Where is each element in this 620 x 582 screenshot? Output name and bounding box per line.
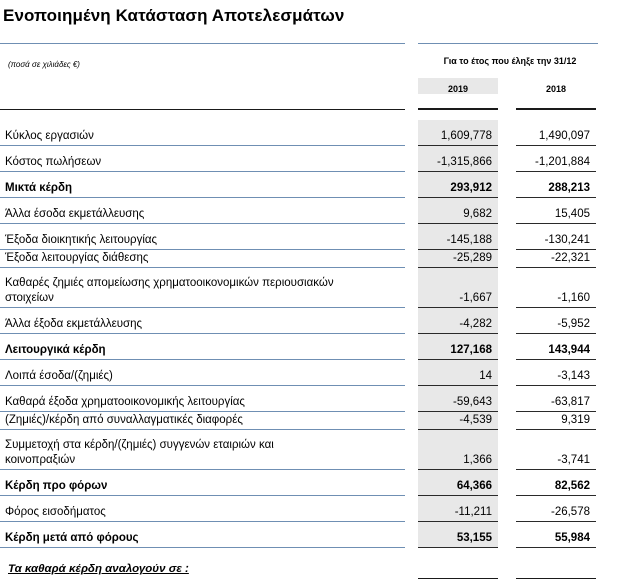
table-row [0,412,620,430]
row-label: Κόστος πωλήσεων [5,156,102,168]
cell-rule-2018 [516,547,596,548]
value-2019: 14 [479,370,492,382]
table-row [0,250,620,268]
value-2018: -5,952 [557,318,590,330]
table-row [0,198,620,224]
cell-rule-2019 [418,547,498,548]
value-2018: -3,143 [557,370,590,382]
value-2019: -1,667 [459,292,492,304]
table-row [0,522,620,548]
value-2019: 53,155 [456,532,492,544]
table-row [0,334,620,360]
amount-note: (ποσά σε χιλιάδες €) [8,60,80,69]
table-row [0,224,620,250]
row-label-continued: κοινοπραξιών [5,454,76,466]
value-2018: -63,817 [550,396,590,408]
year-2018-rule [516,108,596,110]
value-2018: 288,213 [548,182,590,194]
row-label: Μικτά κέρδη [5,182,72,194]
value-2018: -1,160 [557,292,590,304]
row-label: Έξοδα διοικητικής λειτουργίας [5,234,158,246]
table-row [0,430,620,470]
row-label: Λοιπά έσοδα/(ζημιές) [5,370,113,382]
value-2018: 1,490,097 [538,130,590,142]
table-row [0,496,620,522]
value-2019: -1,315,866 [437,156,492,168]
row-label: Φόρος εισοδήματος [5,506,106,518]
row-label: Άλλα έσοδα εκμετάλλευσης [5,208,145,220]
table-row [0,146,620,172]
value-2019: -59,643 [452,396,492,408]
row-label: Συμμετοχή στα κέρδη/(ζημιές) συγγενών εταιριών και [5,439,274,451]
table-row [0,360,620,386]
header-rule [0,109,405,110]
value-2018: -22,321 [550,252,590,264]
table-row [0,386,620,412]
value-2018: -26,578 [550,506,590,518]
table-row [0,120,620,146]
footer-rule-2018 [516,578,596,579]
value-2019: 9,682 [463,208,492,220]
row-label: Κέρδη προ φόρων [5,480,108,492]
row-label: Έξοδα λειτουργίας διάθεσης [5,252,149,264]
title-divider [0,43,405,44]
year-2019-rule [418,108,498,110]
row-label: Κέρδη μετά από φόρους [5,532,139,544]
year-2019-header: 2019 [447,84,469,94]
footer-rule-2019 [418,578,498,579]
value-2019: 1,366 [463,454,492,466]
value-2019: -4,282 [459,318,492,330]
value-2019: -145,188 [446,234,492,246]
row-label: Καθαρές ζημιές απομείωσης χρηματοοικονομικών περιουσιακών [5,277,334,289]
value-2018: 82,562 [554,480,590,492]
value-2018: -1,201,884 [535,156,590,168]
row-label: (Ζημιές)/κέρδη από συναλλαγματικές διαφορές [5,414,243,426]
year-2018-header: 2018 [545,84,567,94]
row-divider [0,547,405,548]
value-2018: 143,944 [548,344,590,356]
table-row [0,308,620,334]
value-2019: -11,211 [454,506,492,518]
value-2019: 127,168 [450,344,492,356]
header-divider [418,43,598,44]
value-2019: 1,609,778 [440,130,492,142]
table-row [0,172,620,198]
profit-attribution-heading: Τα καθαρά κέρδη αναλογούν σε : [8,563,189,575]
value-2018: -3,741 [557,454,590,466]
table-row [0,268,620,308]
row-label: Άλλα έξοδα εκμετάλλευσης [5,318,143,330]
value-2019: 64,366 [456,480,492,492]
value-2018: 9,319 [561,414,590,426]
row-label-continued: στοιχείων [5,292,54,304]
period-header: Για το έτος που έληξε την 31/12 [443,56,577,66]
row-label: Λειτουργικά κέρδη [5,344,106,356]
page-title: Ενοποιημένη Κατάσταση Αποτελεσμάτων [3,6,345,25]
row-label: Καθαρά έξοδα χρηματοοικονομικής λειτουργίας [5,396,245,408]
value-2018: 55,984 [554,532,590,544]
row-label: Κύκλος εργασιών [5,130,94,142]
table-row [0,470,620,496]
value-2018: -130,241 [544,234,590,246]
value-2019: -4,539 [459,414,492,426]
value-2018: 15,405 [554,208,590,220]
value-2019: 293,912 [450,182,492,194]
value-2019: -25,289 [452,252,492,264]
